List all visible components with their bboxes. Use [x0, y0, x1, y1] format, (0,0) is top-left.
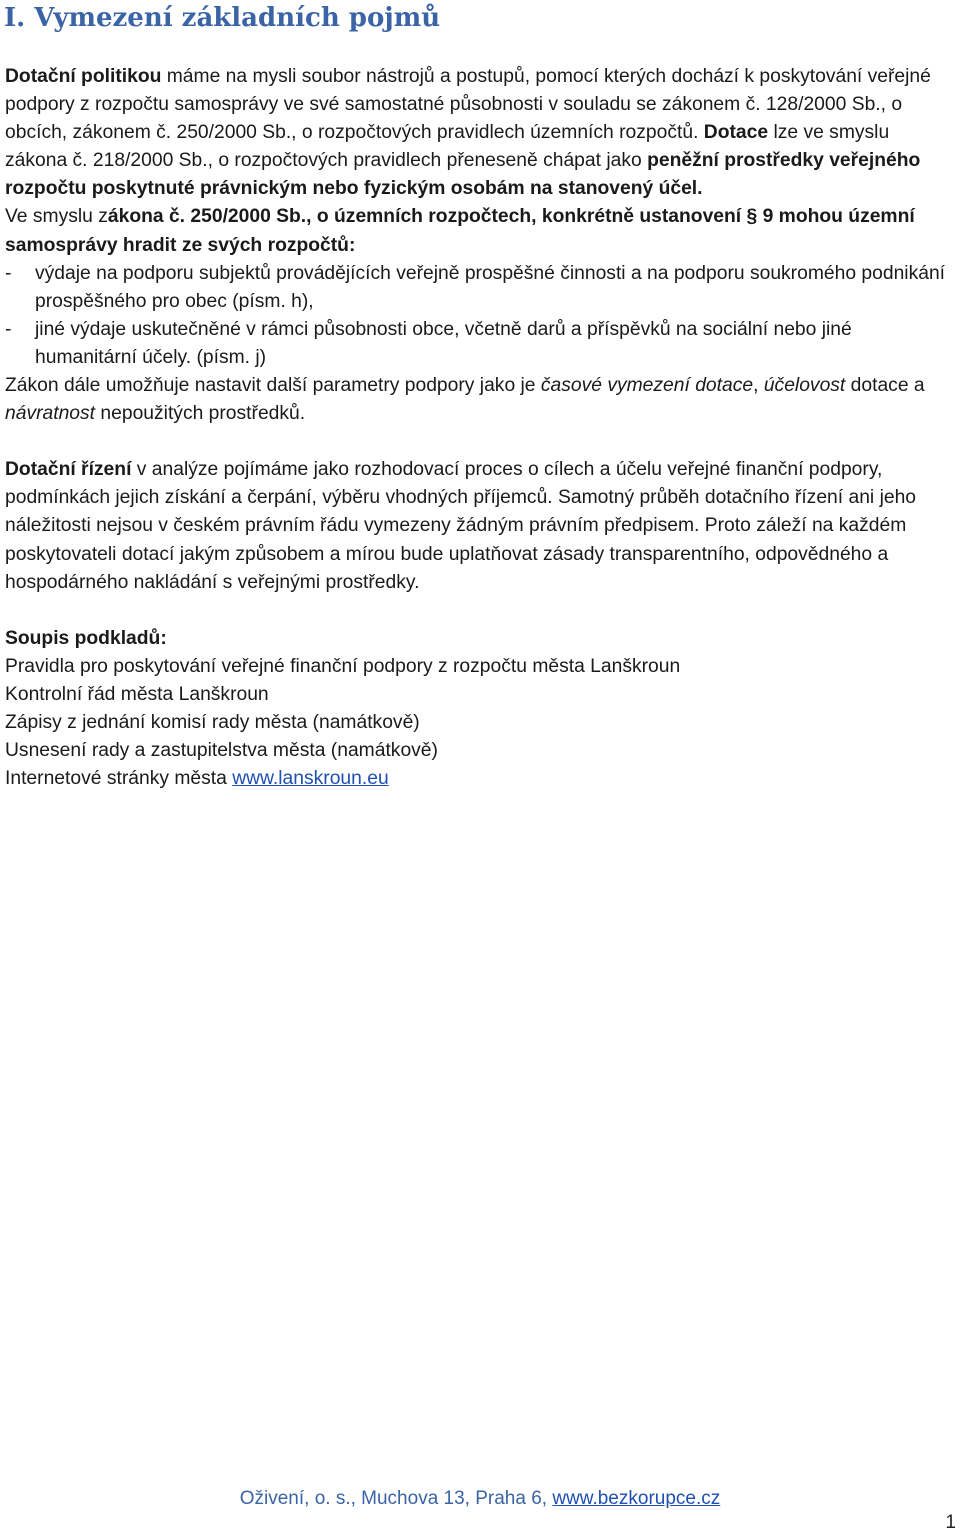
emphasis: účelovost — [763, 375, 846, 397]
lanskroun-link[interactable]: www.lanskroun.eu — [232, 768, 389, 790]
spacer — [5, 597, 953, 625]
paragraph-dotacni-politika — [5, 63, 953, 203]
text-run: lze ve smyslu zákona č. 218/2000 Sb., o rozpočtových pravidlech přeneseně chápat jako — [5, 122, 890, 172]
term-dotacni-politika: Dotační politikou — [5, 66, 162, 87]
law-reference: ákona č. 250/2000 Sb. — [107, 206, 307, 228]
source-item: Usnesení rady a zastupitelstva města (namátkově) — [5, 740, 438, 762]
paragraph-dotacni-rizeni — [5, 456, 953, 596]
definition-dotace: peněžní prostředky veřejného rozpočtu poskytnuté právnickým nebo fyzickým osobám na stanovený účel. — [5, 150, 921, 200]
list-item — [5, 316, 953, 372]
paragraph-parametry — [5, 372, 953, 428]
text-run: , o územních rozpočtech, konkrétně ustanovení — [306, 206, 742, 228]
source-item — [5, 765, 953, 793]
source-item: Pravidla pro poskytování veřejné finanční podpory z rozpočtu města Lanškroun — [5, 655, 681, 677]
text-run: v analýze pojímáme jako rozhodovací proces o cílech a účelu veřejné finanční podpory, podmínkách jejich získání a čerpání, výběru vhodných příjemců. Samotný průběh dotačního řízení ani jeho náležitosti nejsou v českém právním řádu vymezeny žádným právním předpisem. Proto záleží na každém poskytovateli dotací jakým způsobem a mírou bude uplatňovat zásady transparentního, odpovědného a hospodárného nakládání s veřejnými prostředky. — [5, 459, 917, 593]
text-run: Ve smyslu z — [5, 206, 108, 228]
page-number: 1 — [945, 1512, 956, 1533]
list-dash: - — [5, 318, 12, 340]
spacer — [5, 428, 953, 456]
list-item-text: výdaje na podporu subjektů provádějících veřejně prospěšné činnosti a na podporu soukromého podnikání prospěšného pro obec (písm. h), — [35, 262, 946, 312]
list-item — [5, 260, 953, 316]
sources-title: Soupis podkladů: — [5, 627, 167, 649]
text-run: , — [753, 375, 764, 397]
list-dash: - — [5, 262, 12, 284]
text-run: Internetové stránky města — [5, 768, 233, 790]
text-run: nepoužitých prostředků. — [95, 403, 306, 425]
bezkorupce-link[interactable]: www.bezkorupce.cz — [552, 1488, 721, 1509]
list-item-text: jiné výdaje uskutečněné v rámci působnosti obce, včetně darů a příspěvků na sociální nebo jiné humanitární účely. (písm. j) — [35, 318, 852, 368]
text-run: dotace a — [845, 375, 925, 397]
term-dotace: Dotace — [703, 122, 769, 144]
source-item: Zápisy z jednání komisí rady města (namátkově) — [5, 711, 420, 733]
page-footer — [0, 1485, 960, 1513]
term-dotacni-rizeni: Dotační řízení — [5, 459, 132, 481]
emphasis: návratnost — [5, 403, 96, 425]
source-item: Kontrolní řád města Lanškroun — [5, 683, 269, 705]
section-heading: I. Vymezení základních pojmů — [4, 3, 441, 33]
text-run: § 9 mohou územní samosprávy hradit ze svých rozpočtů: — [5, 206, 915, 256]
text-run: Zákon dále umožňuje nastavit další parametry podpory jako je — [5, 375, 541, 397]
paragraph-zakon-250 — [5, 203, 953, 259]
emphasis: časové vymezení dotace — [540, 375, 754, 397]
text-run: máme na mysli soubor nástrojů a postupů, pomocí kterých dochází k poskytování veřejné podpory z rozpočtu samosprávy ve své samostatné působnosti v souladu se zákonem č. 128/2000 Sb., o obcích, zákonem č. 250/2000 Sb., o rozpočtových pravidlech územních rozpočtů. — [5, 66, 931, 144]
document-body — [5, 63, 953, 793]
footer-text: Oživení, o. s., Muchova 13, Praha 6, — [239, 1488, 553, 1509]
